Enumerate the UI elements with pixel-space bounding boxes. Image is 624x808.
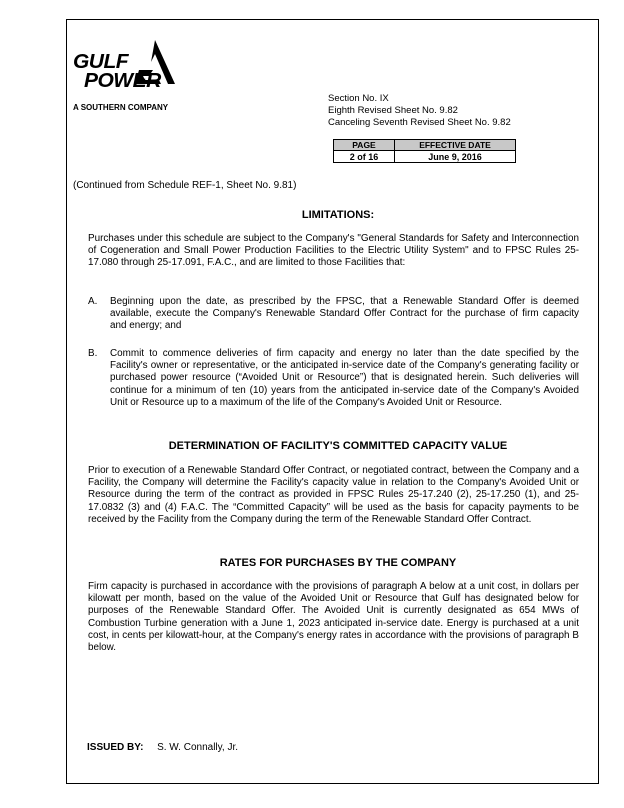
rates-text: Firm capacity is purchased in accordance with the provisions of paragraph A below at a unit cost, in dollars per kilowatt per month, based on the value of the Avoided Unit or Resource that Gulf has designated below for purposes of the Renewable Standard Offer. The Avoided Unit is currently designated as 654 MWs of Combustion Turbine generation with a June 1, 2023 anticipated in-service date. Energy is purchased at a unit cost, in cents per kilowatt-hour, at the Company's energy rates in accordance with the provisions of paragraph B below. [88, 581, 579, 654]
determination-heading: DETERMINATION OF FACILITY'S COMMITTED CAPACITY VALUE [168, 440, 508, 452]
rates-paragraph [88, 581, 579, 654]
page-label: PAGE [334, 140, 395, 151]
determination-paragraph [88, 465, 579, 526]
page-value: 2 of 16 [334, 151, 395, 163]
item-label: A. [88, 296, 98, 307]
effective-date-value: June 9, 2016 [395, 151, 516, 163]
determination-text: Prior to execution of a Renewable Standard Offer Contract, or negotiated contract, between the Company and a Facility, the Company will determine the Facility's capacity value in relation to the Company's Avoided Unit or Resource during the term of the contract as provided in FPSC Rules 25-17.240 (2), 25-17.250 (1), and 25-17.0832 (3) and (4) F.A.C. The “Committed Capacity” will be used as the basis for capacity payments to be received by the Facility from the Company during the term of the Renewable Standard Offer Contract. [88, 465, 579, 525]
issued-by-name: S. W. Connally, Jr. [157, 742, 239, 753]
section-number: Section No. IX [328, 93, 389, 104]
continued-note: (Continued from Schedule REF-1, Sheet No. 9.81) [73, 180, 297, 191]
item-text: Commit to commence deliveries of firm capacity and energy no later than the date specified by the Facility's owner or representative, or the anticipated in-service date of the Company's generating facility or purchased power resource (“Avoided Unit or Resource”) that is designated herein. Such deliveries will continue for a minimum of ten (10) years from the anticipated in-service date of the Company's Avoided Unit or Resource up to a maximum of the life of the Company's Avoided Unit or Resource. [110, 348, 579, 408]
section-info [328, 93, 511, 129]
logo-power-text: POWER [84, 70, 161, 92]
limitations-intro [88, 233, 579, 270]
company-logo [73, 40, 223, 115]
limitations-heading: LIMITATIONS: [301, 209, 375, 221]
issued-by-label: ISSUED BY: [87, 742, 144, 753]
rates-heading: RATES FOR PURCHASES BY THE COMPANY [219, 557, 457, 569]
effective-date-table [333, 139, 516, 163]
issued-by [87, 742, 238, 753]
item-text: Beginning upon the date, as prescribed by the FPSC, that a Renewable Standard Offer is deemed available, execute the Company's Renewable Standard Offer Contract for the purchase of firm capacity and energy; and [110, 296, 579, 332]
canceling-sheet: Canceling Seventh Revised Sheet No. 9.82 [328, 117, 511, 128]
logo-gulf-text: GULF [73, 51, 129, 73]
sheet-number: Eighth Revised Sheet No. 9.82 [328, 105, 458, 116]
item-label: B. [88, 348, 98, 359]
effective-date-label: EFFECTIVE DATE [395, 140, 516, 151]
logo-tagline: A SOUTHERN COMPANY [73, 103, 169, 112]
limitations-intro-text: Purchases under this schedule are subject to the Company's "General Standards for Safety and Interconnection of Cogeneration and Small Power Production Facilities to the Electric Utility System" and to FPSC Rules 25-17.080 through 25-17.091, F.A.C., and are limited to those Facilities that: [88, 233, 579, 269]
